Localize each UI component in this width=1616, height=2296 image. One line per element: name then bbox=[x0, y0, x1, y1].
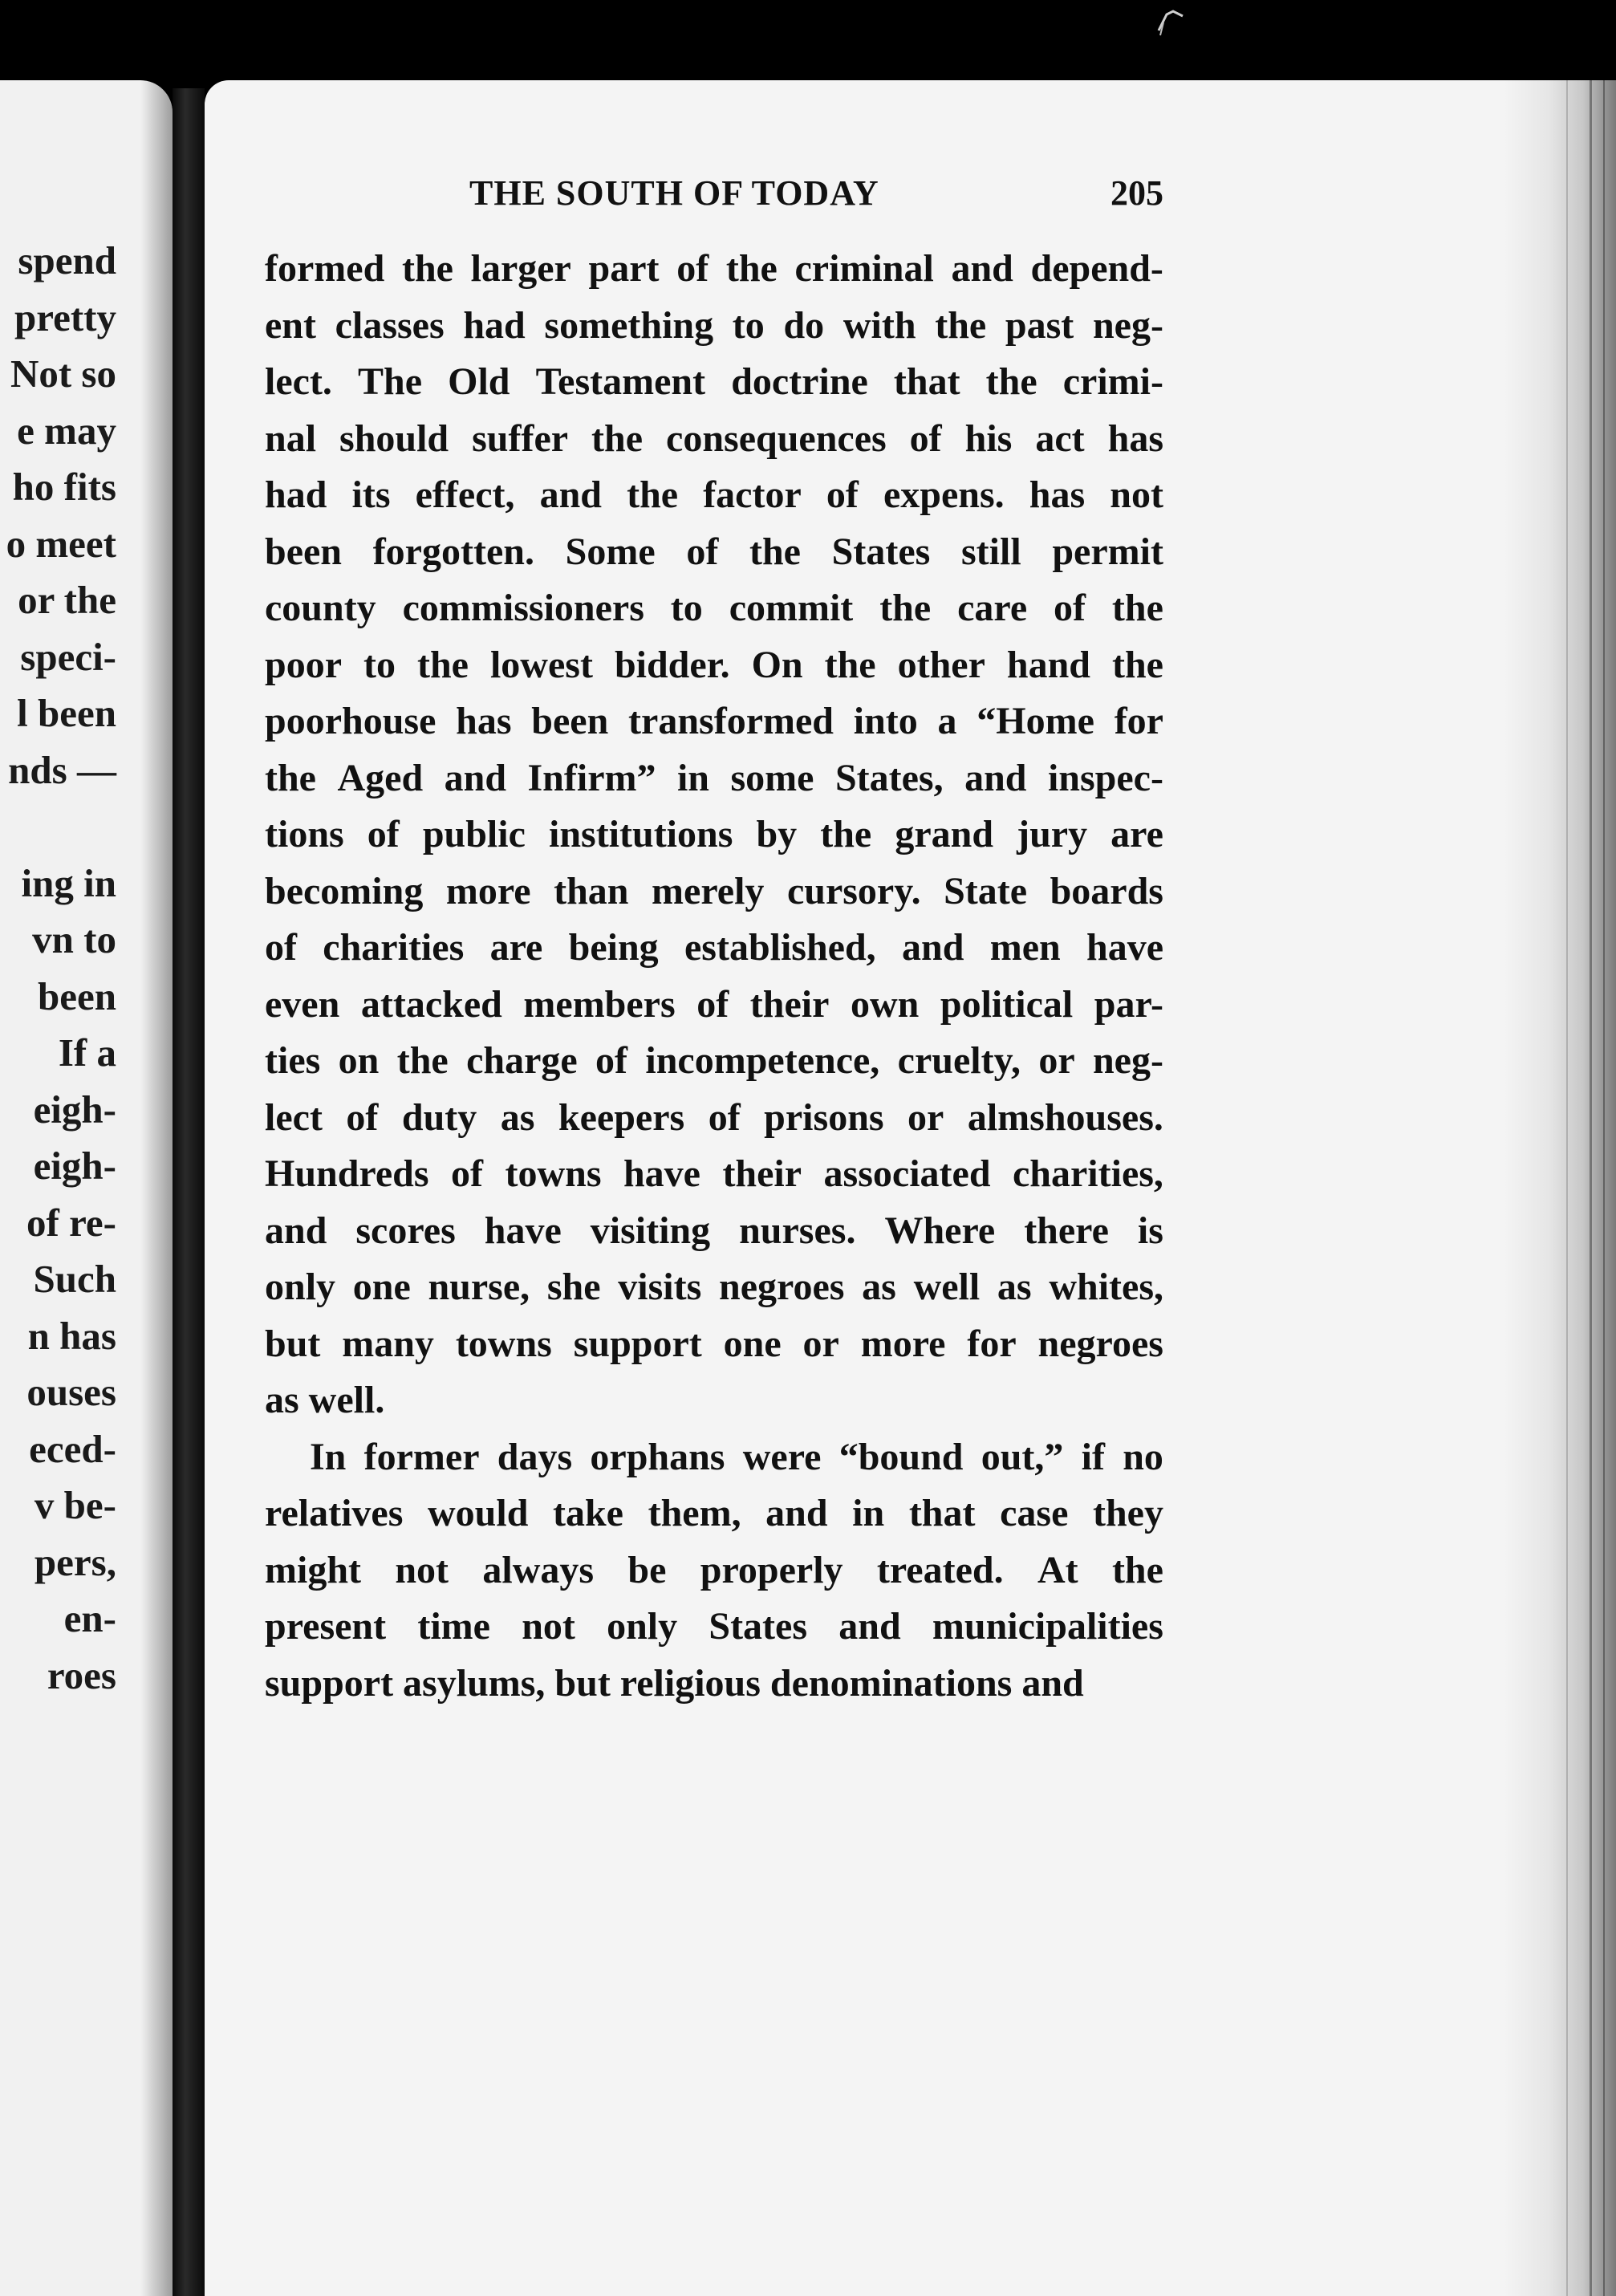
text-line: only one nurse, she visits negroes as well as whites, bbox=[265, 1266, 1163, 1308]
scan-speck bbox=[1155, 6, 1188, 39]
left-page-fragment: been bbox=[38, 973, 116, 1018]
text-line: might not always be properly treated. At the bbox=[265, 1548, 1163, 1591]
left-page-fragment: e may bbox=[17, 408, 116, 453]
text-line: present time not only States and municipalities bbox=[265, 1605, 1163, 1648]
running-title: THE SOUTH OF TODAY bbox=[469, 173, 879, 213]
book-binding bbox=[173, 88, 205, 2296]
left-page-fragment: of re- bbox=[26, 1200, 116, 1245]
text-line: the Aged and Infirm” in some States, and inspec- bbox=[265, 756, 1163, 799]
gutter-shadow bbox=[140, 80, 173, 2296]
page-edge-shadow bbox=[1504, 80, 1616, 2296]
text-line: lect of duty as keepers of prisons or almshouses. bbox=[265, 1095, 1163, 1139]
body-text bbox=[265, 241, 1163, 1712]
left-page-fragment: eced- bbox=[29, 1426, 116, 1471]
text-line: county commissioners to commit the care of the bbox=[265, 587, 1163, 629]
left-page-fragment: v be- bbox=[34, 1483, 116, 1527]
left-page-fragment: eigh- bbox=[33, 1144, 116, 1188]
text-line: as well. bbox=[265, 1379, 385, 1421]
left-page-fragment: o meet bbox=[6, 521, 116, 566]
text-line: had its effect, and the factor of expens. has not bbox=[265, 473, 1163, 516]
running-head bbox=[265, 173, 1163, 221]
left-page-fragment: nds — bbox=[8, 747, 116, 792]
left-page-fragment: eigh- bbox=[33, 1087, 116, 1132]
text-line: ties on the charge of incompetence, cruelty, or neg- bbox=[265, 1039, 1163, 1082]
text-line: been forgotten. Some of the States still permit bbox=[265, 530, 1163, 573]
text-line: but many towns support one or more for negroes bbox=[265, 1322, 1163, 1365]
left-page-fragment: pers, bbox=[34, 1539, 116, 1584]
text-line: relatives would take them, and in that case they bbox=[265, 1492, 1163, 1534]
left-page-fragment: ing in bbox=[21, 860, 116, 905]
text-line: and scores have visiting nurses. Where there is bbox=[265, 1209, 1163, 1252]
left-page-fragment: l been bbox=[17, 691, 116, 735]
text-line: of charities are being established, and men have bbox=[265, 926, 1163, 969]
left-page bbox=[0, 80, 173, 2296]
page-edge-line bbox=[1603, 80, 1605, 2296]
text-line: becoming more than merely cursory. State boards bbox=[265, 869, 1163, 912]
text-line: nal should suffer the consequences of his act has bbox=[265, 417, 1163, 460]
text-line: ent classes had something to do with the past neg- bbox=[265, 303, 1163, 347]
text-line: poorhouse has been transformed into a “Home for bbox=[265, 700, 1163, 742]
left-page-fragment: roes bbox=[47, 1652, 116, 1697]
text-line: even attacked members of their own political par- bbox=[265, 982, 1163, 1026]
text-line: lect. The Old Testament doctrine that the crimi- bbox=[265, 360, 1163, 403]
left-page-fragment: Such bbox=[33, 1257, 116, 1301]
left-page-fragment: or the bbox=[18, 578, 116, 622]
left-page-fragment: n has bbox=[27, 1313, 116, 1358]
text-line: formed the larger part of the criminal and depend- bbox=[265, 247, 1163, 290]
text-line: In former days orphans were “bound out,” if no bbox=[310, 1435, 1163, 1478]
text-line: Hundreds of towns have their associated charities, bbox=[265, 1152, 1163, 1195]
page-edge-line bbox=[1590, 80, 1592, 2296]
text-line: poor to the lowest bidder. On the other hand the bbox=[265, 643, 1163, 686]
page-edge-line bbox=[1566, 80, 1568, 2296]
left-page-fragment: speci- bbox=[20, 634, 116, 679]
left-page-fragment: spend bbox=[18, 238, 116, 282]
page-number: 205 bbox=[1110, 173, 1163, 213]
left-page-fragment: en- bbox=[63, 1596, 116, 1640]
left-page-fragment: pretty bbox=[14, 295, 116, 339]
text-line: tions of public institutions by the grand jury are bbox=[265, 813, 1163, 855]
left-page-fragment: ho fits bbox=[12, 465, 116, 509]
left-page-fragment: Not so bbox=[10, 352, 116, 396]
text-line: support asylums, but religious denominations and bbox=[265, 1661, 1084, 1705]
left-page-fragment: ouses bbox=[26, 1370, 116, 1414]
left-page-fragment: vn to bbox=[32, 917, 116, 961]
left-page-fragment: If a bbox=[58, 1030, 116, 1075]
